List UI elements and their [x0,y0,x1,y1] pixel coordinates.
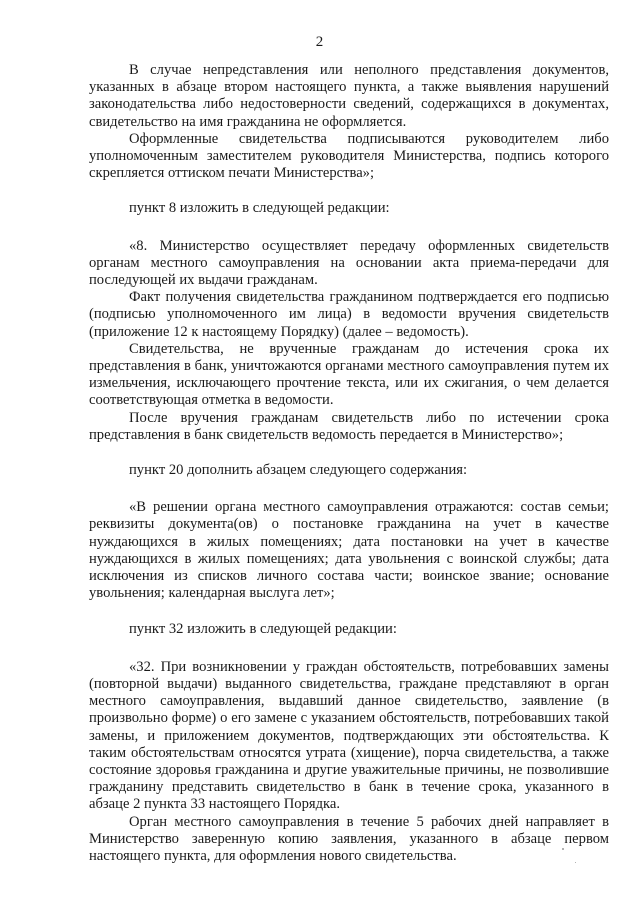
paragraph: Свидетельства, не врученные гражданам до истечения срока их представления в банк, уничтожаются органами местного самоуправления путем их измельчения, исключающего прочтение текста, или их сжигания, о чем делается соответствующая отметка в ведомости. [89,340,609,409]
spacer [89,182,609,200]
spacer [89,444,609,462]
paragraph: В случае непредставления или неполного представления документов, указанных в абзаце втором настоящего пункта, а также выявления нарушений законодательства либо недостоверности сведений, содержащихся в документах, свидетельство на имя гражданина не оформляется. [89,62,609,130]
amendment-instruction: пункт 8 изложить в следующей редакции: [129,200,390,217]
paragraph: После вручения гражданам свидетельств либо по истечении срока представления в банк свидетельств ведомость передается в Министерство»; [89,409,609,443]
spacer [89,639,609,659]
amendment-instruction: пункт 20 дополнить абзацем следующего содержания: [129,462,468,479]
scan-speck [562,848,564,850]
page-number: 2 [315,34,324,50]
paragraph: «8. Министерство осуществляет передачу оформленных свидетельств органам местного самоуправления на основании акта приема-передачи для последующей их выдачи гражданам. [89,237,609,289]
spacer [89,479,609,499]
paragraph: «32. При возникновении у граждан обстоятельств, потребовавших замены (повторной выдачи) выданного свидетельства, граждане представляют в орган местного самоуправления, выдавший данное свидетельство, заявление (в произвольно форме) о его замене с указанием обстоятельств, потребовавших такой замены, и приложением документов, подтверждающих эти обстоятельства. К таким обстоятельствам относятся утрата (хищение), порча свидетельства, а также состояние здоровья гражданина и другие уважительные причины, не позволившие гражданину представить свидетельство в банк в течение срока, указанного в абзаце 2 пункта 33 настоящего Порядка. [89,658,609,813]
scan-speck [575,862,576,863]
document-body [89,62,609,865]
paragraph: Факт получения свидетельства гражданином подтверждается его подписью (подписью уполномоченного им лица) в ведомости вручения свидетельств (приложение 12 к настоящему Порядку) (далее – ведомость). [89,289,609,340]
spacer [89,602,609,621]
spacer [89,218,609,238]
paragraph: Орган местного самоуправления в течение 5 рабочих дней направляет в Министерство заверенную копию заявления, указанного в абзаце первом настоящего пункта, для оформления нового свидетельства. [89,813,609,864]
amendment-instruction: пункт 32 изложить в следующей редакции: [129,621,397,638]
paragraph: «В решении органа местного самоуправления отражаются: состав семьи; реквизиты документа(ов) о постановке гражданина на учет в качестве нуждающихся в жилых помещениях; дата постановки на учет в качестве нуждающихся в жилых помещениях; дата увольнения с воинской службы; дата исключения из списков личного состава части; воинское звание; основание увольнения; календарная выслуга лет»; [89,499,609,602]
paragraph: Оформленные свидетельства подписываются руководителем либо уполномоченным заместителем руководителя Министерства, подпись которого скрепляется оттиском печати Министерства»; [89,130,609,182]
